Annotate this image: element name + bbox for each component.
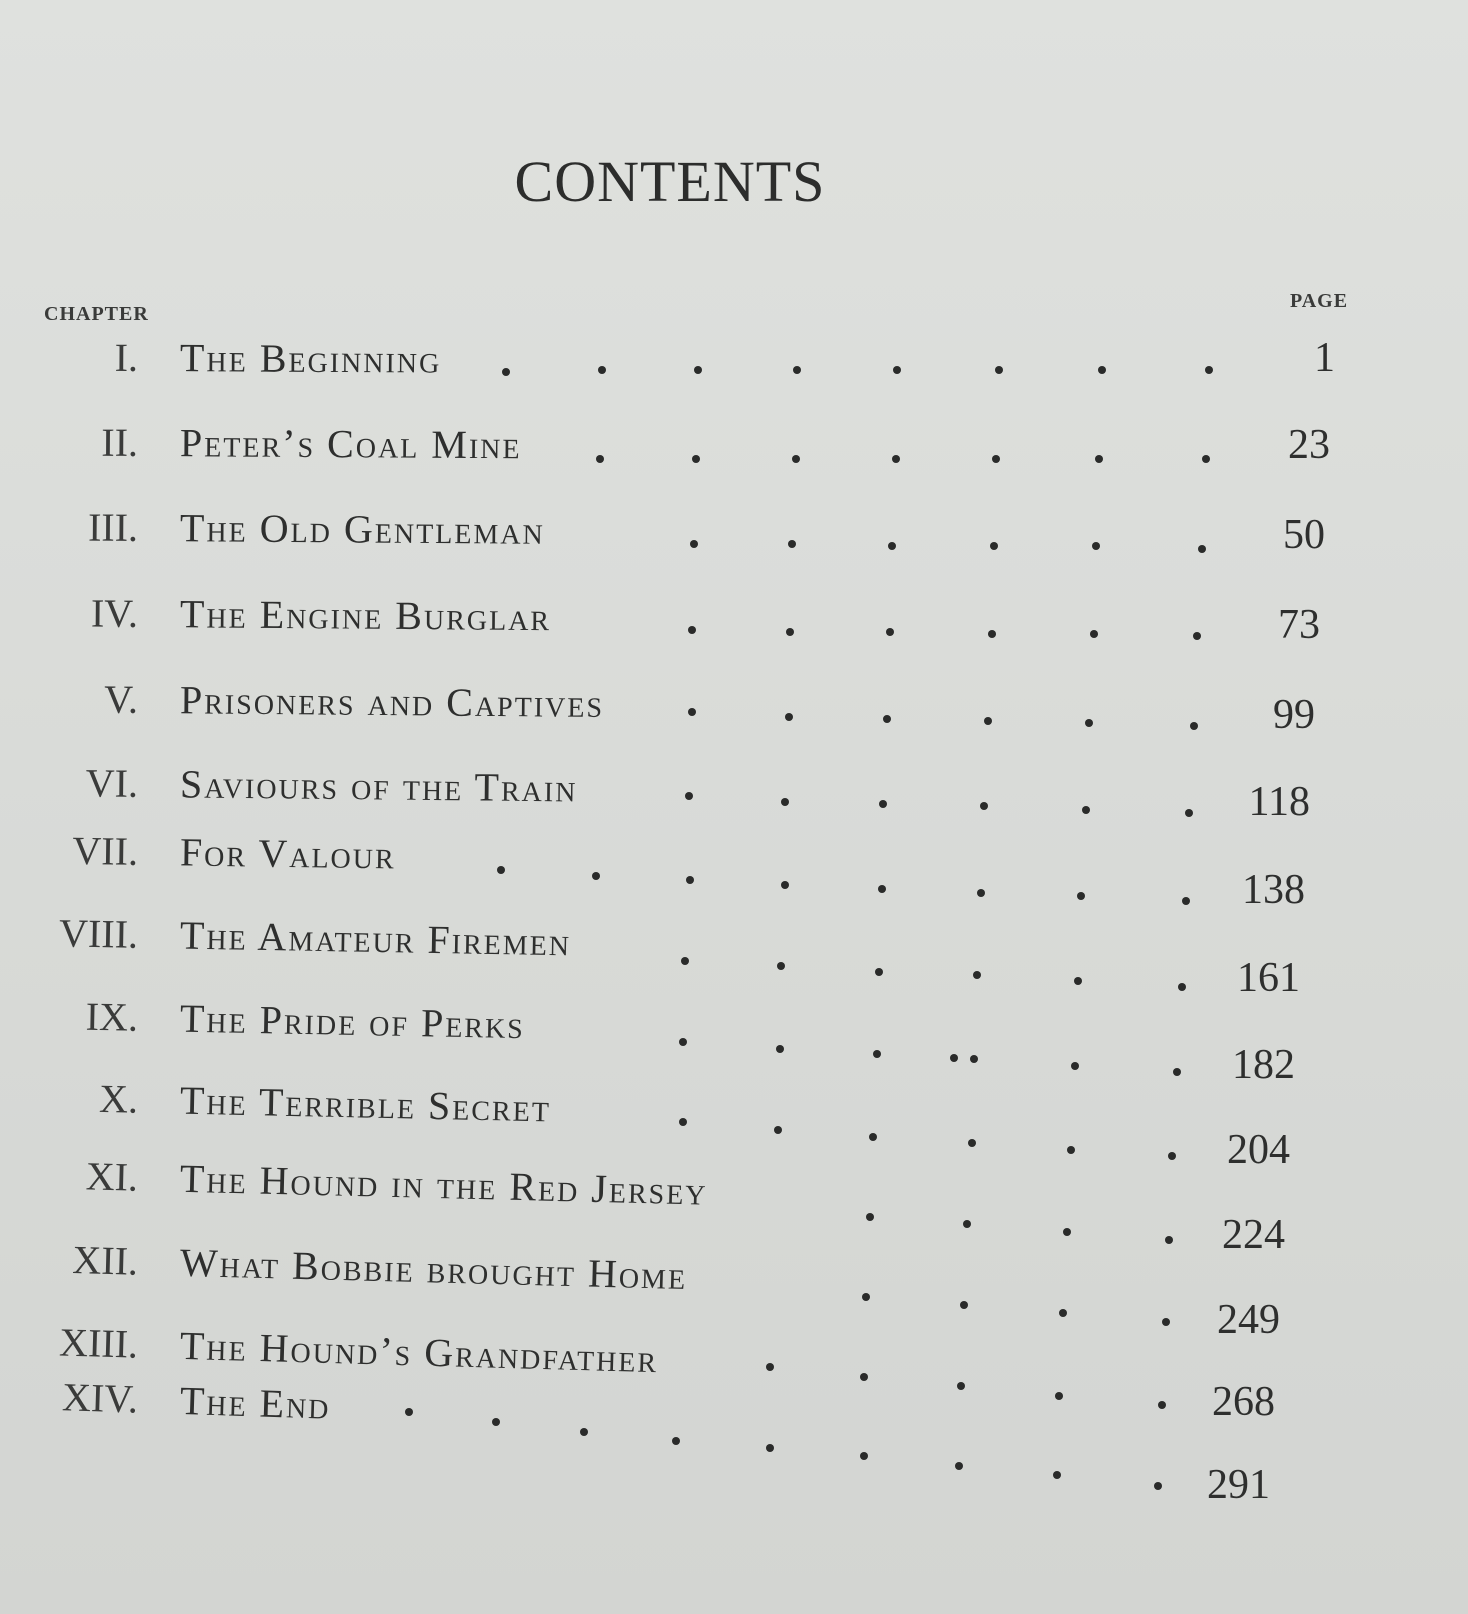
leader-dot xyxy=(1053,1471,1061,1479)
leader-dot xyxy=(598,366,606,374)
leader-dot xyxy=(892,455,900,463)
leader-dot xyxy=(792,455,800,463)
leader-dot xyxy=(990,542,998,550)
chapter-title: For Valour xyxy=(179,829,397,878)
chapter-title: What Bobbie brought Home xyxy=(179,1239,688,1299)
leader-dot xyxy=(690,540,698,548)
leader-dot xyxy=(1095,455,1103,463)
leader-dot xyxy=(681,957,689,965)
chapter-title: The Amateur Firemen xyxy=(179,912,572,965)
leader-dot xyxy=(580,1428,588,1436)
leader-dot xyxy=(988,630,996,638)
leader-dot xyxy=(878,885,886,893)
leader-dot xyxy=(1067,1146,1075,1154)
leader-dot xyxy=(860,1452,868,1460)
page-title: CONTENTS xyxy=(514,149,826,214)
chapter-column-header: CHAPTER xyxy=(44,303,149,325)
chapter-numeral: XI. xyxy=(85,1153,139,1200)
leader-dot xyxy=(596,455,604,463)
chapter-title: The Hound’s Grandfather xyxy=(179,1322,659,1382)
chapter-numeral: VII. xyxy=(72,827,139,874)
leader-dot xyxy=(766,1444,774,1452)
leader-dot xyxy=(860,1373,868,1381)
leader-dot xyxy=(777,962,785,970)
page-number: 73 xyxy=(1278,602,1320,648)
chapter-title: Prisoners and Captives xyxy=(179,677,605,726)
leader-dot xyxy=(1082,806,1090,814)
leader-dot xyxy=(786,628,794,636)
leader-dot xyxy=(879,800,887,808)
page-number: 182 xyxy=(1232,1042,1295,1088)
leader-dot xyxy=(992,455,1000,463)
leader-dot xyxy=(980,802,988,810)
leader-dot xyxy=(950,1054,958,1062)
leader-dot xyxy=(1074,977,1082,985)
leader-dot xyxy=(592,872,600,880)
page-number: 50 xyxy=(1283,512,1325,558)
leader-dot xyxy=(1205,366,1213,374)
leader-dot xyxy=(995,366,1003,374)
chapter-numeral: IX. xyxy=(85,993,139,1040)
chapter-title: The Beginning xyxy=(179,335,442,382)
chapter-title: The End xyxy=(179,1377,332,1428)
chapter-numeral: XIII. xyxy=(58,1319,139,1367)
leader-dot xyxy=(1077,892,1085,900)
page-number: 138 xyxy=(1242,867,1305,913)
page-number: 224 xyxy=(1222,1212,1285,1258)
leader-dot xyxy=(1092,542,1100,550)
leader-dot xyxy=(688,626,696,634)
leader-dot xyxy=(405,1408,413,1416)
leader-dot xyxy=(888,542,896,550)
leader-dot xyxy=(977,889,985,897)
chapter-numeral: XII. xyxy=(71,1236,139,1284)
leader-dot xyxy=(1098,366,1106,374)
chapter-numeral: III. xyxy=(87,504,139,550)
leader-dot xyxy=(968,1139,976,1147)
leader-dot xyxy=(785,713,793,721)
chapter-numeral: II. xyxy=(101,419,139,465)
leader-dot xyxy=(963,1220,971,1228)
leader-dot xyxy=(893,366,901,374)
leader-dot xyxy=(679,1118,687,1126)
page-number: 268 xyxy=(1212,1379,1275,1425)
leader-dot xyxy=(781,881,789,889)
leader-dot xyxy=(788,540,796,548)
chapter-title: The Hound in the Red Jersey xyxy=(179,1155,709,1214)
chapter-title: The Terrible Secret xyxy=(179,1077,552,1131)
page-number: 23 xyxy=(1288,422,1330,468)
leader-dot xyxy=(1085,719,1093,727)
leader-dot xyxy=(862,1293,870,1301)
leader-dot xyxy=(970,1055,978,1063)
leader-dot xyxy=(1202,455,1210,463)
leader-dot xyxy=(685,792,693,800)
page-number: 1 xyxy=(1314,335,1335,381)
leader-dot xyxy=(497,866,505,874)
leader-dot xyxy=(957,1382,965,1390)
page-column-header: PAGE xyxy=(1290,290,1349,312)
leader-dot xyxy=(869,1133,877,1141)
leader-dot xyxy=(694,366,702,374)
leader-dot xyxy=(1090,630,1098,638)
leader-dot xyxy=(1063,1228,1071,1236)
leader-dot xyxy=(886,628,894,636)
leader-dot xyxy=(960,1301,968,1309)
chapter-numeral: IV. xyxy=(90,590,139,636)
leader-dot xyxy=(973,971,981,979)
leader-dot xyxy=(766,1363,774,1371)
leader-dot xyxy=(781,798,789,806)
chapter-numeral: I. xyxy=(114,334,139,380)
leader-dot xyxy=(692,455,700,463)
leader-dot xyxy=(679,1038,687,1046)
page-number: 249 xyxy=(1217,1297,1280,1343)
page-number: 161 xyxy=(1237,955,1300,1001)
chapter-numeral: VIII. xyxy=(58,910,139,957)
chapter-title: Saviours of the Train xyxy=(179,761,578,811)
leader-dot xyxy=(793,366,801,374)
page-number: 99 xyxy=(1273,692,1315,738)
page-number: 291 xyxy=(1207,1462,1270,1508)
leader-dot xyxy=(955,1462,963,1470)
leader-dot xyxy=(492,1418,500,1426)
chapter-title: The Pride of Perks xyxy=(179,995,526,1048)
leader-dot xyxy=(984,717,992,725)
leader-dot xyxy=(1059,1309,1067,1317)
chapter-title: The Old Gentleman xyxy=(179,505,545,553)
chapter-title: Peter’s Coal Mine xyxy=(179,420,522,468)
chapter-numeral: XIV. xyxy=(61,1374,139,1422)
chapter-numeral: X. xyxy=(98,1075,139,1122)
leader-dot xyxy=(688,708,696,716)
chapter-numeral: V. xyxy=(104,676,139,722)
leader-dot xyxy=(502,368,510,376)
leader-dot xyxy=(672,1437,680,1445)
leader-dot xyxy=(1071,1062,1079,1070)
page-number: 204 xyxy=(1227,1127,1290,1173)
leader-dot xyxy=(866,1213,874,1221)
leader-dot xyxy=(883,715,891,723)
leader-dot xyxy=(686,876,694,884)
leader-dot xyxy=(873,1050,881,1058)
chapter-title: The Engine Burglar xyxy=(179,591,552,640)
chapter-numeral: VI. xyxy=(85,760,139,806)
page-number: 118 xyxy=(1248,779,1310,825)
leader-dot xyxy=(875,968,883,976)
leader-dot xyxy=(776,1045,784,1053)
leader-dot xyxy=(774,1126,782,1134)
